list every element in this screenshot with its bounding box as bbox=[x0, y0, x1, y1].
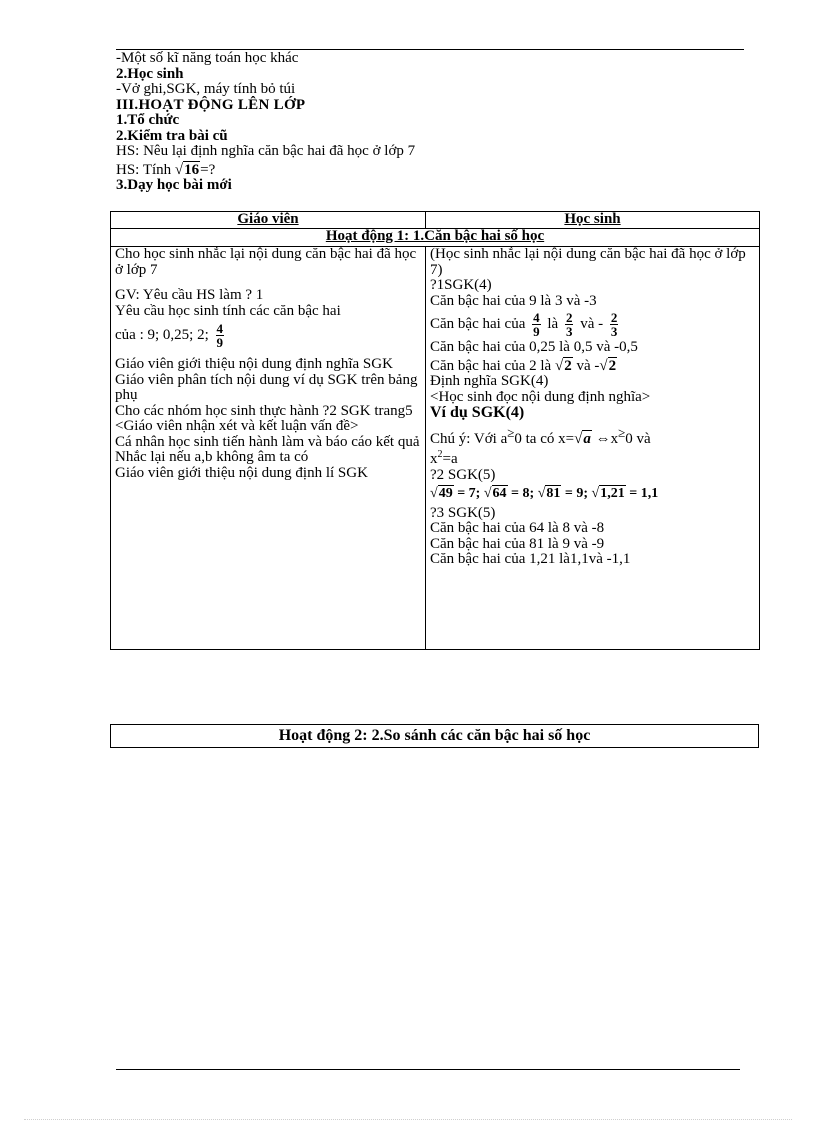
teacher-line: Giáo viên phân tích nội dung ví dụ SGK trên bảng phụ bbox=[115, 371, 418, 403]
review-heading: 2.Kiểm tra bài cũ bbox=[116, 127, 228, 144]
sqrt-2: √2 bbox=[554, 357, 572, 374]
sqrt-81: √81 bbox=[537, 486, 561, 501]
students-heading: 2.Học sinh bbox=[116, 65, 184, 82]
student-line: (Học sinh nhắc lại nội dung căn bậc hai đã học ở lớp 7) bbox=[430, 246, 746, 278]
intro-section bbox=[116, 51, 746, 194]
exponent: 2 bbox=[437, 449, 443, 460]
note-suffix: 0 và bbox=[625, 430, 651, 447]
teacher-line-fraction bbox=[115, 322, 421, 349]
col-header-student: Học sinh bbox=[426, 212, 760, 229]
fraction-denominator: 3 bbox=[610, 324, 618, 339]
sqrt-results-line: √49 = 7; √64 = 8; √81 = 9; √1,21 = 1,1 bbox=[430, 486, 659, 501]
teacher-line-prefix: của : 9; 0,25; 2; bbox=[115, 326, 209, 343]
lesson-table bbox=[110, 211, 760, 650]
student-line: ?2 SGK(5) bbox=[430, 466, 496, 483]
review-question-2-prefix: HS: Tính bbox=[116, 161, 172, 178]
page-edge-dotted bbox=[24, 1119, 792, 1120]
sqrt-16: √16 bbox=[174, 161, 200, 178]
organization-heading: 1.Tổ chức bbox=[116, 112, 180, 128]
student-line-word: là bbox=[547, 315, 559, 332]
student-line-sqrt2 bbox=[430, 359, 755, 375]
fraction-numerator: 2 bbox=[565, 310, 573, 325]
student-line: ?3 SGK(5) bbox=[430, 504, 496, 521]
student-line: Căn bậc hai của 64 là 8 và -8 bbox=[430, 520, 605, 536]
sqrt-radicand: 49 bbox=[438, 486, 453, 501]
activity-2-title: Hoạt động 2: 2.So sánh các căn bậc hai số học bbox=[110, 724, 759, 748]
student-line: Căn bậc hai của 81 là 9 và -9 bbox=[430, 535, 605, 552]
teacher-line: Cho học sinh nhắc lại nội dung căn bậc hai đã học ở lớp 7 bbox=[115, 246, 417, 278]
fraction-4-9 bbox=[216, 322, 225, 349]
sqrt-value: = 1,1 bbox=[625, 486, 659, 501]
student-line: Định nghĩa SGK(4) bbox=[430, 373, 549, 389]
sqrt-radicand: a bbox=[583, 430, 591, 447]
teacher-line: GV: Yêu cầu HS làm ? 1 bbox=[115, 287, 264, 303]
sqrt-radicand: 2 bbox=[608, 357, 617, 374]
note-prefix: Chú ý: Với a bbox=[430, 430, 508, 447]
ge-symbol: ≥ bbox=[618, 424, 626, 440]
sqrt-value: = 8 bbox=[507, 486, 530, 501]
review-question-1: HS: Nêu lại định nghĩa căn bậc hai đã học ở lớp 7 bbox=[116, 143, 416, 159]
fraction-2-3 bbox=[565, 311, 574, 338]
sqrt-a: √a bbox=[574, 430, 591, 447]
student-line-fractions bbox=[430, 311, 755, 338]
student-line-x-squared bbox=[430, 447, 755, 468]
review-question-2 bbox=[116, 163, 746, 179]
fraction-numerator: 4 bbox=[216, 321, 223, 336]
fraction-denominator: 9 bbox=[533, 324, 540, 339]
iff-icon: ⇔ bbox=[595, 430, 611, 447]
student-column bbox=[426, 247, 760, 650]
teacher-line: Cho các nhóm học sinh thực hành ?2 SGK trang5 bbox=[115, 402, 413, 419]
student-line-word: và - bbox=[576, 357, 600, 374]
fraction-numerator: 4 bbox=[533, 310, 540, 325]
sqrt-value: = 7 bbox=[453, 486, 476, 501]
teacher-line: Giáo viên giới thiệu nội dung định lí SGK bbox=[115, 464, 368, 481]
sqrt-value: = 9 bbox=[561, 486, 584, 501]
skills-line: -Một số kĩ năng toán học khác bbox=[116, 50, 299, 66]
student-line: <Học sinh đọc nội dung định nghĩa> bbox=[430, 388, 651, 405]
student-line: ?1SGK(4) bbox=[430, 277, 492, 293]
activity-1-content-row bbox=[111, 247, 760, 650]
example-heading: Ví dụ SGK(4) bbox=[430, 404, 525, 421]
fraction-numerator: 2 bbox=[610, 310, 618, 325]
col-header-teacher: Giáo viên bbox=[111, 212, 426, 229]
student-line: Căn bậc hai của 0,25 là 0,5 và -0,5 bbox=[430, 339, 638, 355]
sqrt-radicand: 2 bbox=[564, 357, 572, 374]
teacher-line: Yêu cầu học sinh tính các căn bậc hai bbox=[115, 302, 341, 319]
fraction-4-9 bbox=[532, 311, 541, 338]
sqrt-2: √2 bbox=[599, 357, 617, 374]
teacher-line: Giáo viên giới thiệu nội dung định nghĩa SGK bbox=[115, 356, 393, 372]
ge-symbol: ≥ bbox=[507, 424, 515, 440]
table-header-row bbox=[111, 212, 760, 229]
sqrt-radicand: 81 bbox=[546, 486, 561, 501]
student-line-prefix: Căn bậc hai của bbox=[430, 315, 526, 332]
sqrt-radicand: 1,21 bbox=[600, 486, 625, 501]
sqrt-radicand: 64 bbox=[492, 486, 507, 501]
student-line: Căn bậc hai của 1,21 là1,1và -1,1 bbox=[430, 551, 631, 567]
x-var: x bbox=[430, 451, 438, 467]
teacher-line: Cá nhân học sinh tiến hành làm và báo cáo kết quả bbox=[115, 433, 420, 450]
equals-a: =a bbox=[442, 451, 458, 467]
activity-1-title: Hoạt động 1: 1.Căn bậc hai số học bbox=[111, 229, 760, 247]
bottom-rule bbox=[116, 1069, 740, 1070]
student-line-word: và - bbox=[580, 315, 604, 332]
students-materials: -Vở ghi,SGK, máy tính bỏ túi bbox=[116, 81, 296, 97]
section-heading-activities: III.HOẠT ĐỘNG LÊN LỚP bbox=[116, 96, 306, 113]
note-middle: 0 ta có x= bbox=[514, 430, 575, 447]
sqrt-1-21: √1,21 bbox=[591, 486, 625, 501]
teacher-line: Nhắc lại nếu a,b không âm ta có bbox=[115, 449, 309, 465]
fraction-denominator: 9 bbox=[216, 335, 223, 350]
student-line-note bbox=[430, 425, 755, 448]
teacher-column bbox=[111, 247, 426, 650]
student-line: Căn bậc hai của 9 là 3 và -3 bbox=[430, 292, 597, 309]
teacher-line: <Giáo viên nhận xét và kết luận vấn đề> bbox=[115, 418, 359, 434]
fraction-2-3-negative bbox=[610, 311, 619, 338]
sqrt-16-radicand: 16 bbox=[184, 161, 200, 178]
fraction-denominator: 3 bbox=[565, 324, 573, 339]
sqrt-64: √64 bbox=[483, 486, 507, 501]
note-x: x bbox=[610, 430, 619, 447]
activity-1-row bbox=[111, 229, 760, 247]
sqrt-49: √49 bbox=[430, 486, 453, 501]
student-line-prefix: Căn bậc hai của 2 là bbox=[430, 357, 552, 374]
new-lesson-heading: 3.Dạy học bài mới bbox=[116, 177, 232, 193]
review-question-2-suffix: =? bbox=[200, 161, 216, 178]
